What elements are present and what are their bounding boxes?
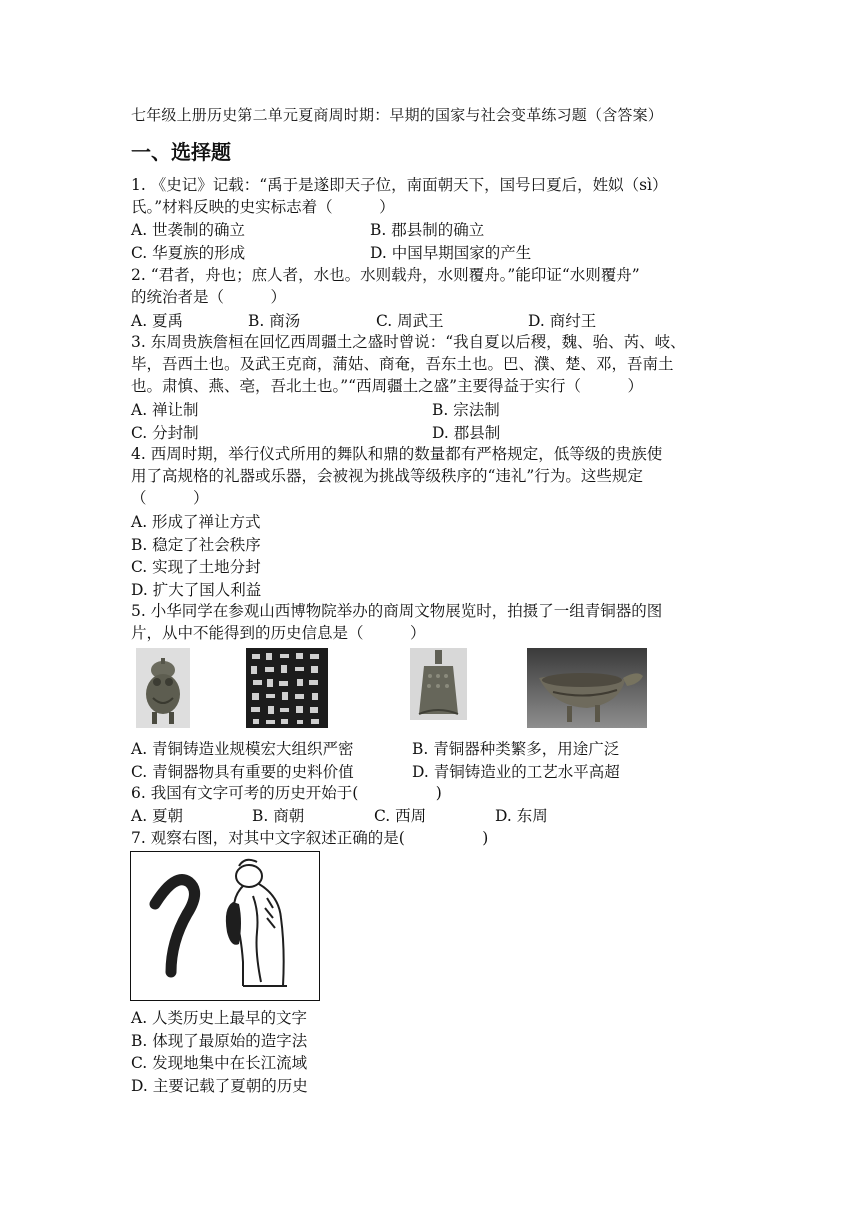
q5-option-a: A. 青铜铸造业规模宏大组织严密: [131, 740, 354, 758]
q4-option-b: B. 稳定了社会秩序: [131, 536, 261, 554]
q4-option-d: D. 扩大了国人利益: [131, 581, 262, 599]
q6-option-d: D. 东周: [495, 807, 548, 825]
section-title: 一、选择题: [131, 140, 231, 164]
q3-stem-line2: 毕，吾西土也。及武王克商，蒲姑、商奄，吾东土也。巴、濮、楚、邓，吾南土: [131, 355, 674, 373]
q2-stem-line1: 2. “君者，舟也；庶人者，水也。水则载舟，水则覆舟。”能印证“水则覆舟”: [131, 266, 640, 284]
q7-option-c: C. 发现地集中在长江流域: [131, 1054, 308, 1072]
q6-stem-line1: 6. 我国有文字可考的历史开始于( ): [131, 784, 442, 802]
q7-option-b: B. 体现了最原始的造字法: [131, 1032, 308, 1050]
q4-stem-line3: （ ）: [131, 489, 209, 507]
bronze-bell-photo: [410, 648, 467, 720]
q2-option-c: C. 周武王: [376, 312, 444, 330]
q1-option-d: D. 中国早期国家的产生: [370, 244, 532, 262]
q6-option-b: B. 商朝: [252, 807, 305, 825]
q3-option-a: A. 禅让制: [131, 401, 199, 419]
q1-option-a: A. 世袭制的确立: [131, 221, 246, 239]
q2-option-a: A. 夏禹: [131, 312, 184, 330]
q7-option-a: A. 人类历史上最早的文字: [131, 1009, 308, 1027]
q6-option-a: A. 夏朝: [131, 807, 184, 825]
bronze-ladle-vessel-photo: [527, 648, 647, 728]
q3-option-c: C. 分封制: [131, 424, 199, 442]
q2-option-b: B. 商汤: [248, 312, 301, 330]
q2-option-d: D. 商纣王: [528, 312, 597, 330]
q5-option-d: D. 青铜铸造业的工艺水平高超: [412, 763, 620, 781]
q4-stem-line2: 用了高规格的礼器或乐器，会被视为挑战等级秩序的“违礼”行为。这些规定: [131, 467, 643, 485]
q1-stem-line2: 氏。”材料反映的史实标志着（ ）: [131, 198, 395, 216]
q4-option-c: C. 实现了土地分封: [131, 558, 261, 576]
q3-option-b: B. 宗法制: [432, 401, 500, 419]
q3-stem-line3: 也。肃慎、燕、亳，吾北土也。”“西周疆土之盛”主要得益于实行（ ）: [131, 377, 644, 395]
q6-option-c: C. 西周: [374, 807, 427, 825]
q7-option-d: D. 主要记载了夏朝的历史: [131, 1077, 308, 1095]
q2-stem-line2: 的统治者是（ ）: [131, 288, 287, 306]
bronze-vessel-photo: [136, 648, 190, 728]
q5-option-b: B. 青铜器种类繁多，用途广泛: [412, 740, 620, 758]
bronze-inscription-rubbing-photo: [246, 648, 328, 728]
q5-option-c: C. 青铜器物具有重要的史料价值: [131, 763, 354, 781]
q3-option-d: D. 郡县制: [432, 424, 501, 442]
q5-stem-line2: 片，从中不能得到的历史信息是（ ）: [131, 624, 426, 642]
oracle-bone-character-figure: [130, 851, 320, 1001]
q4-stem-line1: 4. 西周时期，举行仪式所用的舞队和鼎的数量都有严格规定，低等级的贵族使: [131, 445, 663, 463]
document-title: 七年级上册历史第二单元夏商周时期：早期的国家与社会变革练习题（含答案）: [131, 106, 664, 124]
q7-stem-line1: 7. 观察右图，对其中文字叙述正确的是( ): [131, 829, 489, 847]
q1-option-b: B. 郡县制的确立: [370, 221, 485, 239]
q4-option-a: A. 形成了禅让方式: [131, 513, 261, 531]
q3-stem-line1: 3. 东周贵族詹桓在回忆西周疆土之盛时曾说：“我自夏以后稷，魏、骀、芮、岐、: [131, 333, 686, 351]
q1-option-c: C. 华夏族的形成: [131, 244, 246, 262]
q5-stem-line1: 5. 小华同学在参观山西博物院举办的商周文物展览时，拍摄了一组青铜器的图: [131, 602, 663, 620]
q1-stem-line1: 1. 《史记》记载：“禹于是遂即天子位，南面朝天下，国号曰夏后，姓姒（sì）: [131, 176, 668, 194]
